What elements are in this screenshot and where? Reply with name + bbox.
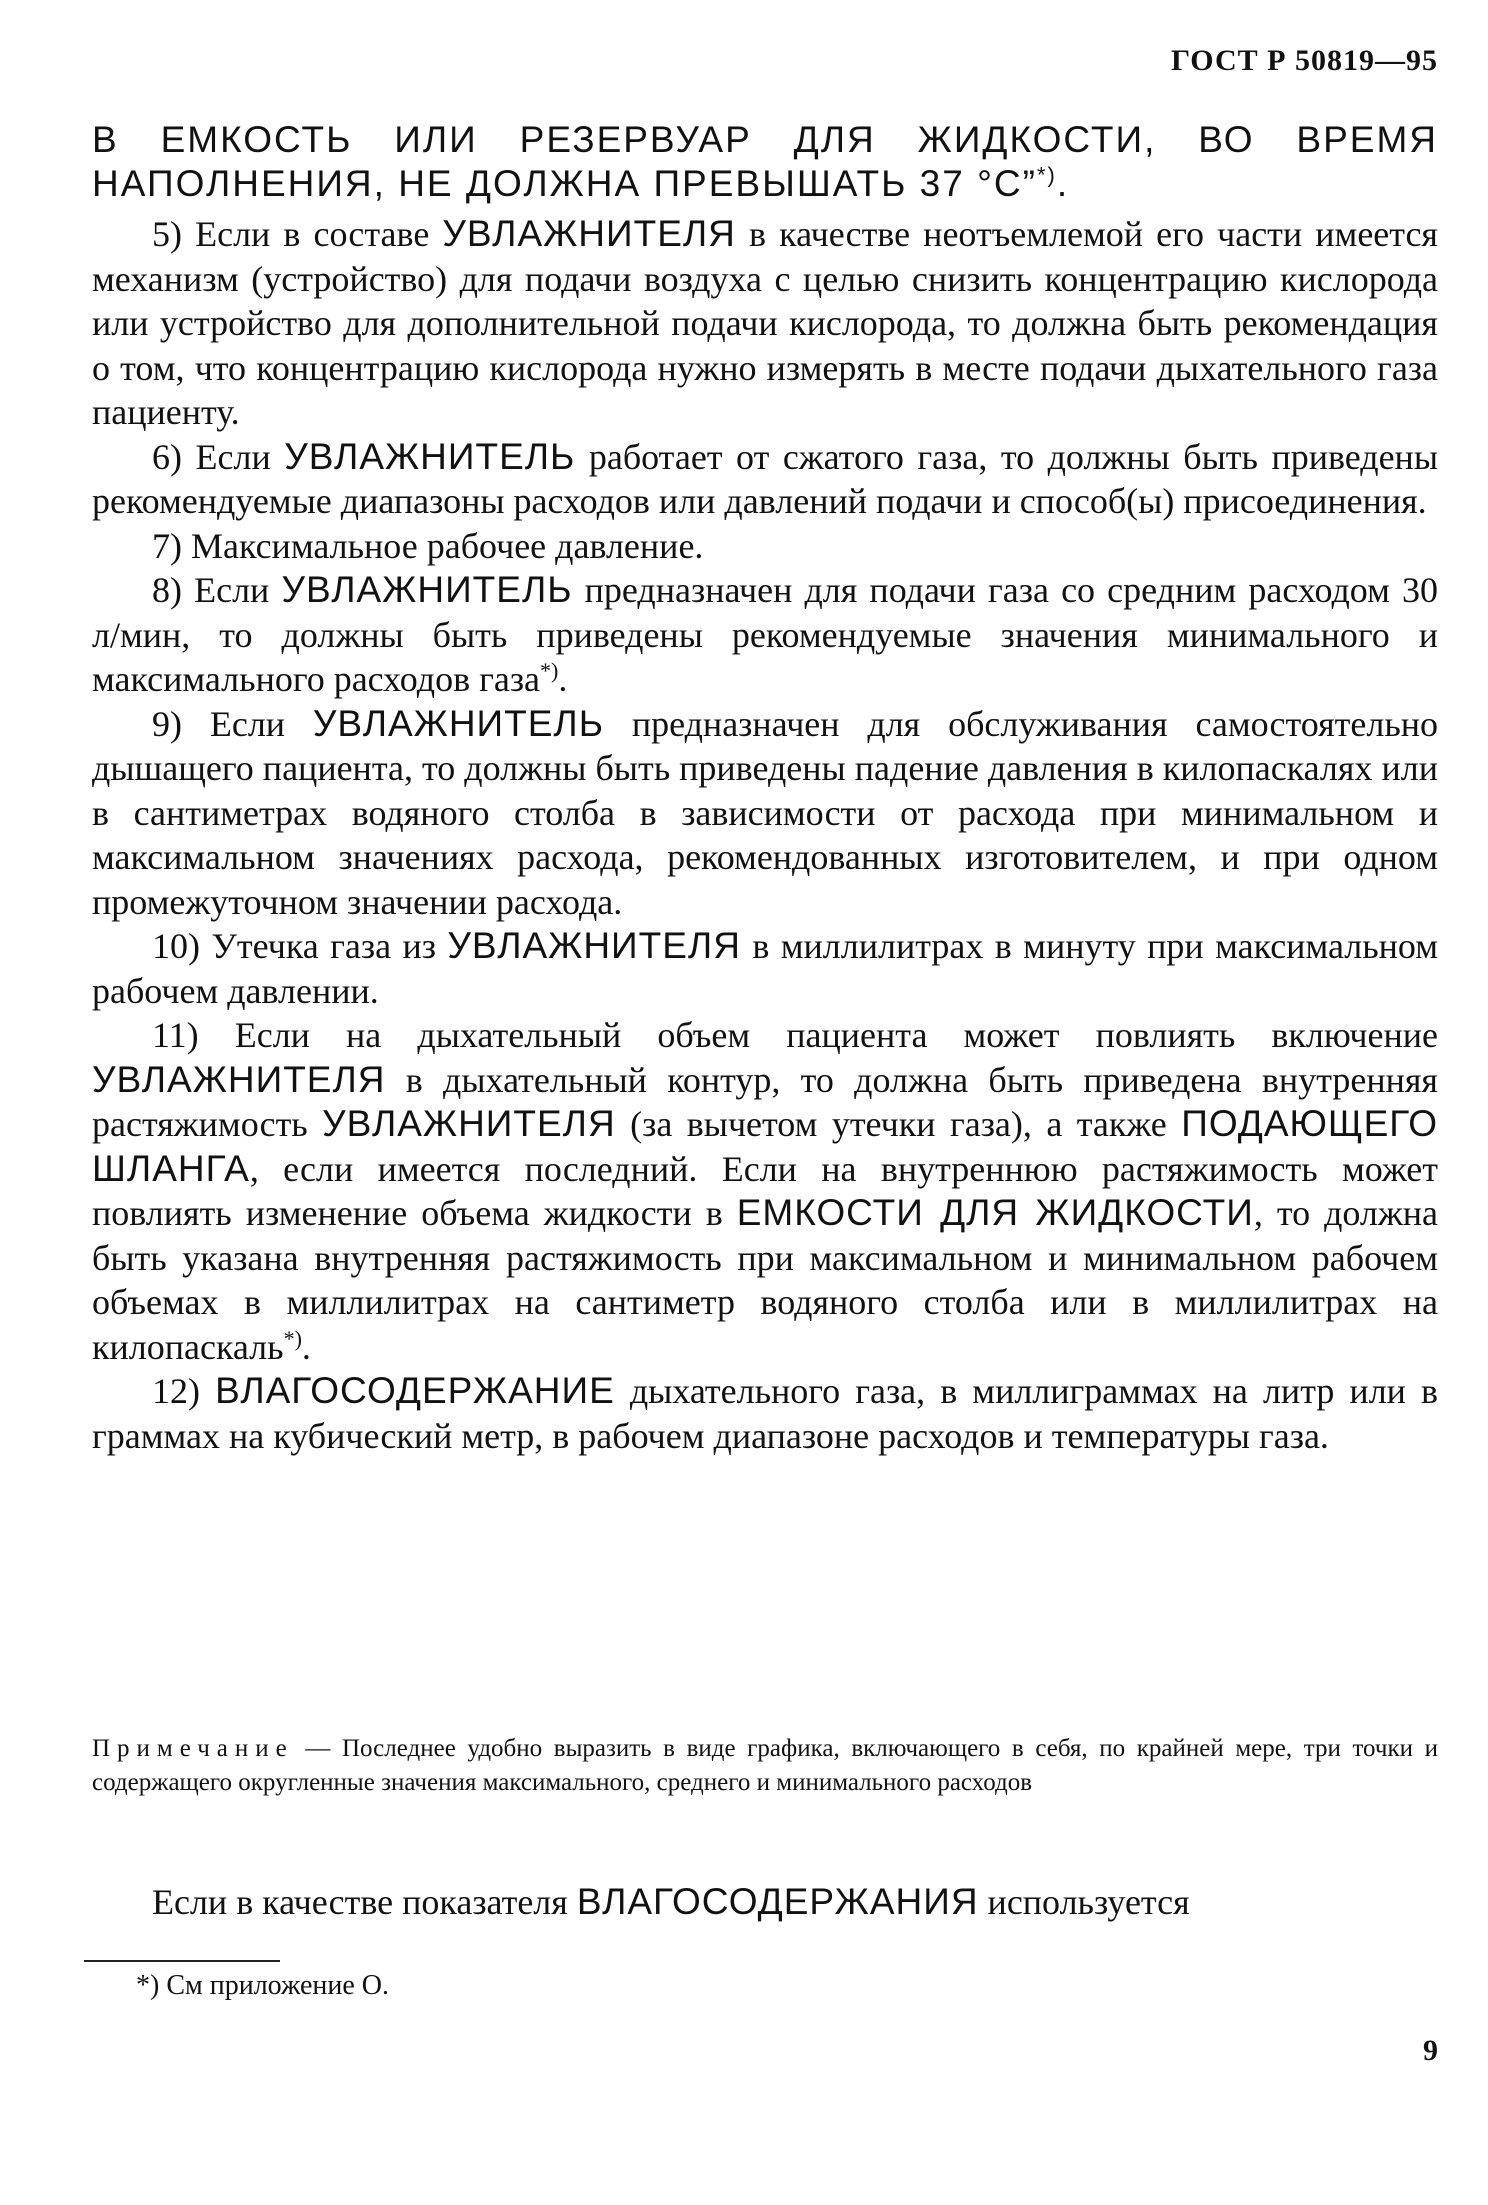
defined-term: УВЛАЖНИТЕЛЬ xyxy=(281,569,573,610)
item-text: предназначен для подачи газа со средним расходом 30 л/мин, то должны быть приведены рекомендуемые значения минимального и максимального расходов газа xyxy=(92,570,1439,699)
list-item xyxy=(92,212,1438,435)
defined-term: ПОДАЮЩЕГО ШЛАНГА xyxy=(92,1103,1438,1189)
footnote-text: См приложение О. xyxy=(166,1970,389,2001)
item-text: дыхательного газа, в миллиграммах на литр или в граммах на кубический метр, в рабочем диапазоне расходов и температуры газа. xyxy=(92,1371,1439,1456)
list-item xyxy=(92,568,1438,702)
note-label: Примечание xyxy=(92,1735,294,1762)
item-text: , если имеется последний. Если на внутреннюю растяжимость может повлиять изменение объема жидкости в xyxy=(92,1148,1438,1233)
item-text: предназначен для обслуживания самостоятельно дышащего пациента, то должны быть приведены падение давления в килопаскалях или в сантиметрах водяного столба в зависимости от расхода при минимальном и максимальном значениях расхода, рекомендованных изготовителем, и при одном промежуточном значении расхода. xyxy=(92,703,1439,922)
footnote-mark: *) xyxy=(283,1325,302,1351)
item-number: 7) xyxy=(152,525,182,566)
final-text-after: используется xyxy=(978,1882,1190,1922)
note-block xyxy=(92,1732,1438,1800)
list-item xyxy=(92,1369,1438,1458)
list-item xyxy=(92,524,1438,569)
item-text: Утечка газа из xyxy=(211,926,448,966)
item-text: (за вычетом утечки газа), а также xyxy=(615,1104,1182,1144)
defined-term: ВЛАГОСОДЕРЖАНИЕ xyxy=(215,1370,615,1411)
term-vlagosoderzhaniya: ВЛАГОСОДЕРЖАНИЯ xyxy=(576,1881,979,1922)
continuation-text: В ЕМКОСТЬ ИЛИ РЕЗЕРВУАР ДЛЯ ЖИДКОСТИ, ВО ВРЕМЯ НАПОЛНЕНИЯ, НЕ ДОЛЖНА ПРЕВЫШАТЬ 37 °С” xyxy=(92,119,1438,204)
item-number: 9) xyxy=(152,703,182,744)
footnote-mark: *) xyxy=(1036,162,1057,188)
list-item xyxy=(92,924,1438,1013)
defined-term: УВЛАЖНИТЕЛЯ xyxy=(92,1058,386,1100)
item-text: в дыхательный контур, то должна быть приведена внутренняя растяжимость xyxy=(92,1059,1438,1144)
item-text: Если в составе xyxy=(195,214,443,254)
page-number: 9 xyxy=(1423,2034,1438,2067)
defined-term: УВЛАЖНИТЕЛЯ xyxy=(447,925,741,966)
defined-term: УВЛАЖНИТЕЛЬ xyxy=(284,435,576,477)
defined-term: ЕМКОСТИ ДЛЯ ЖИДКОСТИ xyxy=(736,1192,1254,1233)
defined-term: УВЛАЖНИТЕЛЯ xyxy=(322,1103,616,1144)
footnote-divider xyxy=(84,1960,280,1962)
item-text: работает от сжатого газа, то должны быть приведены рекомендуемые диапазоны расходов или давлений подачи и способ(ы) присоединения. xyxy=(92,436,1439,521)
note-text: — Последнее удобно выразить в виде графика, включающего в себя, по крайней мере, три точки и содержащего округленные значения максимального, среднего и минимального расходов xyxy=(92,1735,1438,1796)
item-text: Если на дыхательный объем пациента может повлиять включение xyxy=(234,1015,1438,1055)
final-text-before: Если в качестве показателя xyxy=(152,1882,577,1922)
item-number: 5) xyxy=(152,214,182,254)
item-text: в качестве неотъемлемой его части имеется механизм (устройство) для подачи воздуха с целью снизить концентрацию кислорода или устройство для дополнительной подачи кислорода, то должна быть рекомендация о том, что концентрацию кислорода нужно измерять в месте подачи дыхательного газа пациенту. xyxy=(92,214,1438,432)
item-text: Если xyxy=(195,436,285,477)
item-text: , то должна быть указана внутренняя растяжимость при максимальном и минимальном рабочем объемах в миллилитрах на сантиметр водяного столба или в миллилитрах на килопаскаль xyxy=(92,1193,1439,1367)
item-number: 8) xyxy=(152,570,182,610)
footnote xyxy=(136,1966,389,2006)
main-text xyxy=(92,118,1438,1458)
continuation-line xyxy=(92,118,1438,206)
numbered-items xyxy=(92,212,1438,1458)
item-number: 12) xyxy=(152,1371,200,1411)
continuation-end: . xyxy=(1056,163,1070,204)
footnote-mark: *) xyxy=(540,658,559,683)
defined-term: УВЛАЖНИТЕЛЬ xyxy=(312,702,604,744)
item-text: Если xyxy=(209,703,313,744)
footnote-mark: *) xyxy=(136,1970,160,2001)
item-text: Максимальное рабочее давление. xyxy=(191,525,704,566)
list-item xyxy=(92,435,1438,524)
list-item xyxy=(92,1013,1438,1369)
item-number: 10) xyxy=(152,926,200,966)
item-text: . xyxy=(301,1326,311,1367)
item-text: в миллилитрах в минуту при максимальном рабочем давлении. xyxy=(92,926,1439,1011)
item-number: 6) xyxy=(152,436,182,477)
final-paragraph xyxy=(92,1880,1438,1924)
item-text: Если xyxy=(194,570,282,610)
standard-code-header: ГОСТ Р 50819—95 xyxy=(1170,44,1438,77)
list-item xyxy=(92,702,1438,925)
item-text: . xyxy=(558,659,568,699)
defined-term: УВЛАЖНИТЕЛЯ xyxy=(442,213,736,254)
item-number: 11) xyxy=(152,1015,199,1055)
